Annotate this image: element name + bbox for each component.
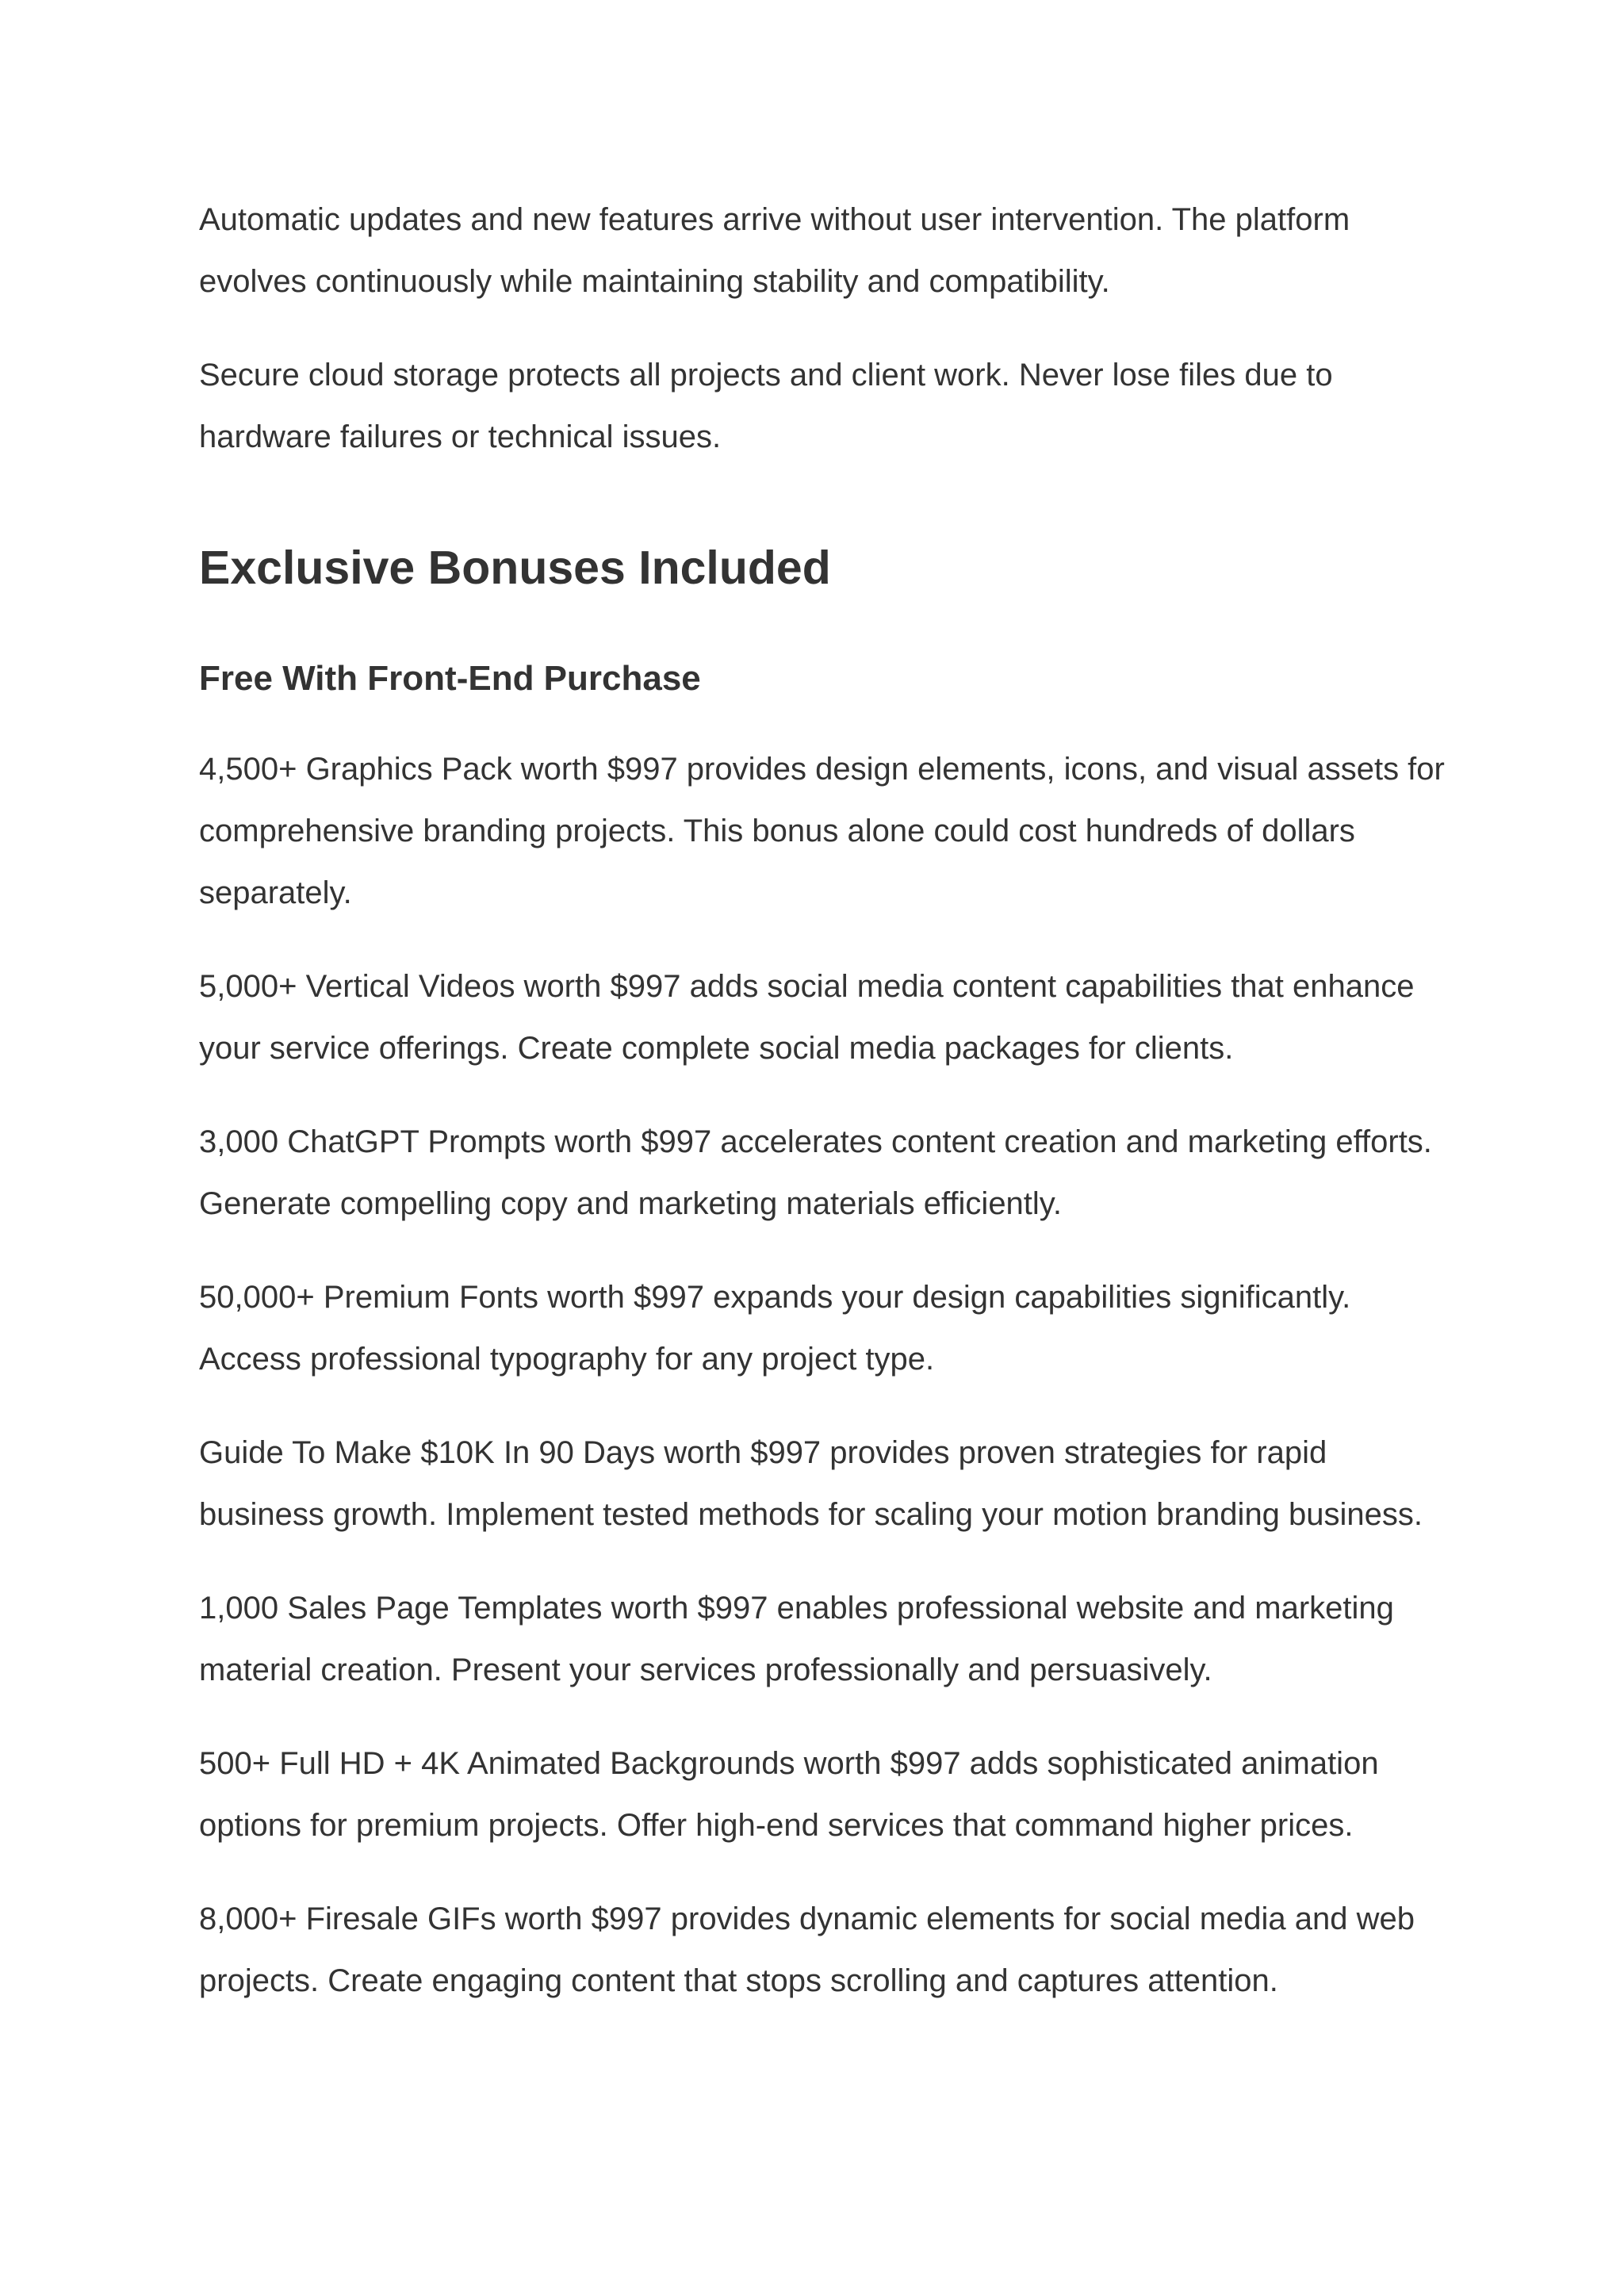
paragraph-updates: Automatic updates and new features arrive without user intervention. The platform evolves continuously while maintaining stability and compatibility. bbox=[199, 202, 1350, 299]
bonus-firesale-gifs: 8,000+ Firesale GIFs worth $997 provides dynamic elements for social media and web projects. Create engaging content that stops scrolling and captures attention. bbox=[199, 1901, 1415, 1998]
bonus-10k-guide: Guide To Make $10K In 90 Days worth $997 provides proven strategies for rapid business growth. Implement tested methods for scaling your motion branding business. bbox=[199, 1435, 1423, 1532]
document-page bbox=[199, 189, 1452, 2043]
section-heading: Exclusive Bonuses Included bbox=[199, 542, 831, 594]
bonus-premium-fonts: 50,000+ Premium Fonts worth $997 expands your design capabilities significantly. Access professional typography for any project type. bbox=[199, 1280, 1351, 1377]
bonus-sales-page-templates: 1,000 Sales Page Templates worth $997 enables professional website and marketing material creation. Present your services professionally and persuasively. bbox=[199, 1591, 1394, 1687]
bonus-graphics-pack: 4,500+ Graphics Pack worth $997 provides design elements, icons, and visual assets for comprehensive branding projects. This bonus alone could cost hundreds of dollars separately. bbox=[199, 752, 1445, 910]
paragraph-cloud-storage: Secure cloud storage protects all projects and client work. Never lose files due to hardware failures or technical issues. bbox=[199, 358, 1333, 454]
section-subheading: Free With Front-End Purchase bbox=[199, 659, 701, 698]
bonus-vertical-videos: 5,000+ Vertical Videos worth $997 adds social media content capabilities that enhance your service offerings. Create complete social media packages for clients. bbox=[199, 969, 1415, 1066]
bonus-animated-backgrounds: 500+ Full HD + 4K Animated Backgrounds worth $997 adds sophisticated animation options for premium projects. Offer high-end services that command higher prices. bbox=[199, 1746, 1379, 1843]
bonus-chatgpt-prompts: 3,000 ChatGPT Prompts worth $997 accelerates content creation and marketing efforts. Generate compelling copy and marketing materials efficiently. bbox=[199, 1124, 1432, 1221]
